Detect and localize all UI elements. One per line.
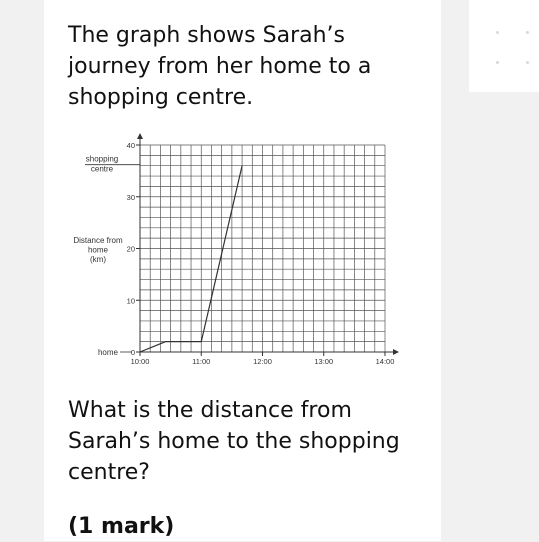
x-tick-label: 10:00 <box>130 357 150 366</box>
marks-label: (1 mark) <box>68 514 175 539</box>
question-intro: The graph shows Sarah’s journey from her home to a shopping centre. <box>68 23 372 110</box>
distance-time-graph <box>60 130 405 375</box>
y-axis-arrow <box>137 133 143 139</box>
question-prompt: What is the distance from Sarah’s home to the shopping centre? <box>68 398 400 485</box>
decor-dot <box>526 61 529 64</box>
graph-labels <box>73 155 140 357</box>
x-tick-label: 11:00 <box>192 357 211 366</box>
side-panel <box>469 0 539 92</box>
graph-axes <box>137 133 399 355</box>
x-tick-label: 12:00 <box>253 357 272 366</box>
home-label: home <box>97 348 118 357</box>
decor-dot <box>526 31 529 34</box>
decor-dot <box>496 31 499 34</box>
y-axis-label: Distance from home (km) <box>73 236 123 264</box>
shopping-centre-label: shopping centre <box>85 154 119 174</box>
y-tick-label: 40 <box>126 141 135 150</box>
y-tick-label: 20 <box>126 244 135 254</box>
y-tick-label: 0 <box>130 348 135 357</box>
x-axis-arrow <box>393 349 399 355</box>
y-tick-label: 30 <box>126 192 135 202</box>
decor-dot <box>496 61 499 64</box>
x-tick-label: 13:00 <box>314 357 334 366</box>
y-tick-label: 10 <box>126 296 135 306</box>
graph-grid <box>140 145 385 352</box>
x-tick-label: 14:00 <box>375 357 395 366</box>
